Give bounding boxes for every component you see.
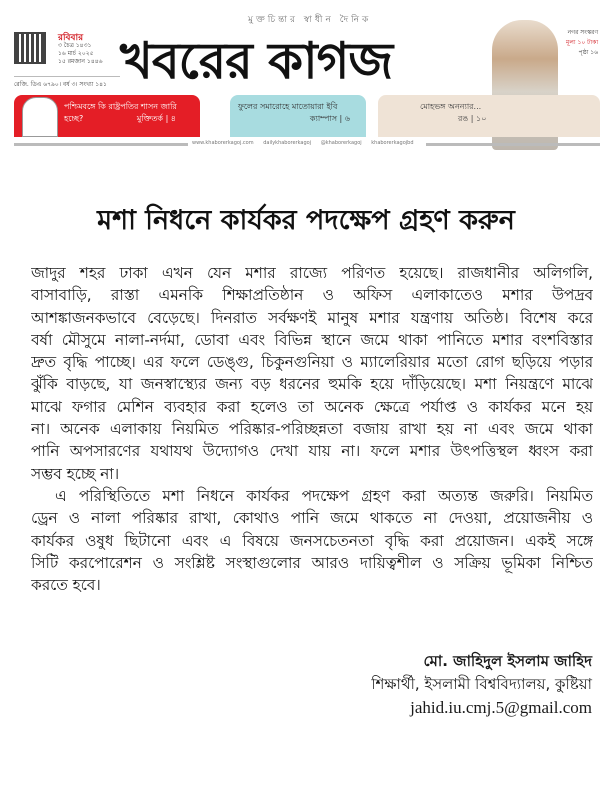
body-line: বর্ষা মৌসুমে নালা-নর্দমা, ডোবা এবং বিভিন্ন স্থানে জমে থাকা পানিতে মশার বংশবিস্তার bbox=[31, 330, 593, 349]
website-link[interactable]: www.khaborerkagoj.com bbox=[192, 140, 254, 146]
author-affiliation: শিক্ষার্থী, ইসলামী বিশ্ববিদ্যালয়, কুষ্টিয়া bbox=[371, 675, 592, 693]
body-line: সম্ভব হচ্ছে না। bbox=[31, 464, 120, 483]
teaser-opinion[interactable] bbox=[14, 95, 200, 137]
body-line: সিটি করপোরেশন ও সংশ্লিষ্ট সংস্থাগুলোর আরও দায়িত্বশীল ও সক্রিয় ভূমিকা নিশ্চিত bbox=[31, 553, 593, 572]
body-line: করতে হবে। bbox=[31, 576, 101, 595]
author-signature bbox=[371, 650, 592, 719]
body-line: বাসাবাড়ি, রাস্তা এমনকি শিক্ষাপ্রতিষ্ঠান ও অফিস এলাকাতেও মশার উপদ্রব bbox=[31, 286, 593, 305]
newspaper-logo: খবরের কাগজ bbox=[120, 31, 393, 90]
body-line: মাঝে ফগার মেশিন ব্যবহার করা হলেও তা অনেক ক্ষেত্রে পর্যাপ্ত ও কার্যকর মনে হয় bbox=[31, 397, 593, 416]
edition-label: নগর সংস্করণ bbox=[567, 29, 599, 36]
body-line: এ পরিস্থিতিতে মশা নিধনে কার্যকর পদক্ষেপ গ্রহণ করা অত্যন্ত জরুরি। নিয়মিত bbox=[55, 486, 593, 505]
page-count: পৃষ্ঠা ১৬ bbox=[578, 49, 599, 56]
columnist-sketch-icon bbox=[22, 97, 58, 137]
body-line: দ্রুত বৃদ্ধি পাচ্ছে। এর ফলে ডেঙ্গু, চিকুনগুনিয়া ও ম্যালেরিয়ার মতো রোগ ছড়িয়ে পড়ার bbox=[31, 353, 593, 372]
price-label: মূল্য ১০ টাকা bbox=[566, 39, 599, 46]
article-body bbox=[31, 262, 593, 596]
article-headline: মশা নিধনে কার্যকর পদক্ষেপ গ্রহণ করুন bbox=[97, 205, 515, 236]
instagram-link[interactable]: khaborerkagojbd bbox=[371, 140, 414, 146]
masthead-tagline: মুক্তচিন্তার স্বাধীন দৈনিক bbox=[248, 15, 372, 25]
qr-code-icon bbox=[14, 32, 46, 64]
body-line: আশঙ্কাজনকভাবে বেড়েছে। দিনরাত সর্বক্ষণই মানুষ মশার যন্ত্রণায় অতিষ্ঠ। বিশেষ করে bbox=[31, 308, 593, 327]
body-line: না। অনেক এলাকায় নিয়মিত পরিষ্কার-পরিচ্ছন্নতা বজায় রাখা হয় না এবং জমে থাকা bbox=[31, 420, 593, 439]
body-line: পানি অপসারণের যথাযথ উদ্যোগও দেখা যায় না। ফলে মশার উৎপত্তিস্থল ধ্বংস করা bbox=[31, 442, 593, 461]
teaser-title: ফুলের সমারোহে মাতোয়ারা ইবি bbox=[238, 102, 338, 111]
teaser-section: ক্যাম্পাস | ৬ bbox=[309, 114, 350, 123]
twitter-link[interactable]: @khaborerkagoj bbox=[320, 140, 362, 146]
body-line: জাদুর শহর ঢাকা এখন যেন মশার রাজ্যে পরিণত হয়েছে। রাজধানীর অলিগলি, bbox=[31, 264, 593, 282]
registration-info: রেজি. ডিএ ৬৭৯০। বর্ষ ৩। সংখ্যা ১৪১ bbox=[14, 76, 120, 90]
teaser-title: পশ্চিমবঙ্গে কি রাষ্ট্রপতির শাসন জারি হচ্ছে? bbox=[64, 102, 177, 123]
facebook-link[interactable]: dailykhaborerkagoj bbox=[263, 140, 312, 146]
teaser-section: রঙ | ১০ bbox=[458, 114, 487, 123]
date-english: ১৬ মার্চ ২০২৫ bbox=[58, 50, 94, 57]
author-name: মো. জাহিদুল ইসলাম জাহিদ bbox=[423, 652, 592, 670]
body-line: কার্যকর ওষুধ ছিটানো এবং এ বিষয়ে জনসচেতনতা বৃদ্ধি করা প্রয়োজন। একই সঙ্গে bbox=[31, 531, 593, 550]
teaser-entertainment[interactable] bbox=[378, 95, 600, 137]
issue-dates bbox=[58, 42, 103, 66]
body-line: ড্রেন ও নালা পরিষ্কার রাখা, কোথাও পানি জমে থাকতে না দেওয়া, প্রয়োজনীয় ও bbox=[31, 509, 593, 528]
edition-info bbox=[566, 28, 598, 58]
teaser-campus[interactable] bbox=[230, 95, 366, 137]
teaser-section: মুক্তিতর্ক | ৪ bbox=[136, 114, 176, 123]
author-email[interactable]: jahid.iu.cmj.5@gmail.com bbox=[410, 698, 592, 717]
date-bangla: ৩ চৈত্র ১৪৩১ bbox=[58, 42, 92, 49]
body-line: ঝুঁকি বাড়ছে, যা জনস্বাস্থ্যের জন্য বড় ধরনের হুমকি হয়ে দাঁড়িয়েছে। মশা নিয়ন্ত্রণে মাঝে bbox=[31, 375, 593, 394]
social-links bbox=[188, 140, 426, 146]
teaser-title: মোহভঙ্গ অনন্যার... bbox=[420, 102, 482, 111]
issue-day: রবিবার bbox=[58, 33, 84, 43]
date-hijri: ১৫ রমজান ১৪৪৬ bbox=[58, 58, 103, 65]
